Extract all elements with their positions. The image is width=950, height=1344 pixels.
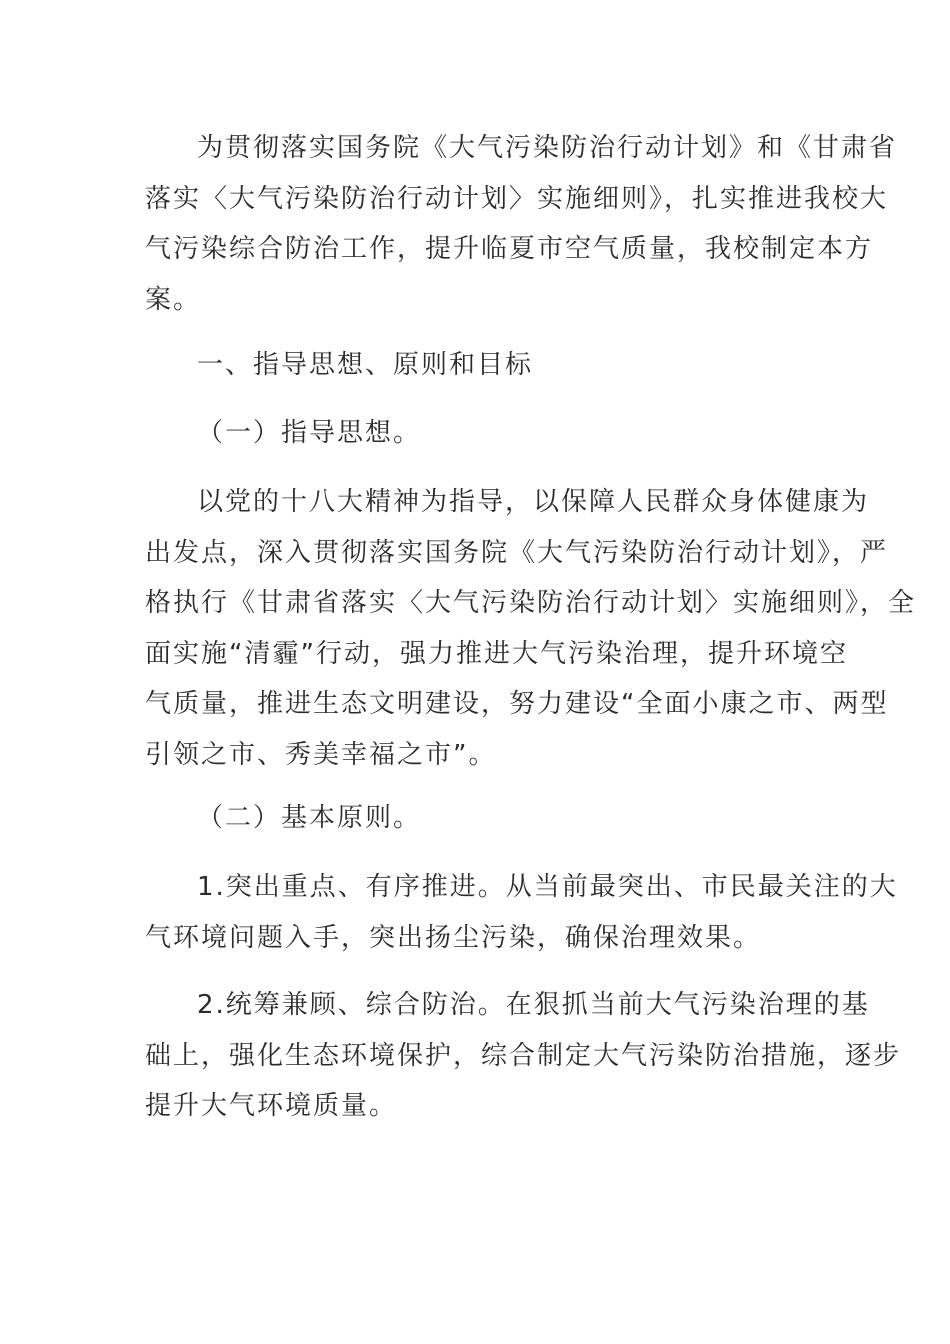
section-heading: 一、指导思想、原则和目标 xyxy=(197,350,534,380)
principle-item-1 xyxy=(145,862,898,963)
paragraph-line: 提升大气环境质量。 xyxy=(145,1091,398,1121)
paragraph-line: 出发点，深入贯彻落实国务院《大气污染防治行动计划》，严 xyxy=(145,537,889,568)
paragraph-line: 2.统筹兼顾、综合防治。在狠抓当前大气污染治理的基 xyxy=(197,990,870,1020)
paragraph-line: 以党的十八大精神为指导，以保障人民群众身体健康为 xyxy=(197,487,870,517)
paragraph-line: 气质量，推进生态文明建设，努力建设“全面小康之市、两型 xyxy=(145,689,889,719)
paragraph-line: 引领之市、秀美幸福之市”。 xyxy=(145,739,497,770)
paragraph-line: 气环境问题入手，突出扬尘污染，确保治理效果。 xyxy=(145,922,762,953)
paragraph-line: 面实施“清霾”行动，强力推进大气污染治理，提升环境空 xyxy=(145,638,848,669)
principle-item-2 xyxy=(145,980,902,1132)
paragraph-line: 为贯彻落实国务院《大气污染防治行动计划》和《甘肃省 xyxy=(197,133,898,163)
paragraph-line: 落实〈大气污染防治行动计划〉实施细则》，扎实推进我校大 xyxy=(145,183,889,214)
subsection-heading: （一）指导思想。 xyxy=(197,418,422,448)
intro-paragraph xyxy=(145,123,898,325)
paragraph-line: 础上，强化生态环境保护，综合制定大气污染防治措施，逐步 xyxy=(145,1040,902,1071)
paragraph-line: 1.突出重点、有序推进。从当前最突出、市民最关注的大 xyxy=(197,872,898,902)
guiding-thought-paragraph xyxy=(145,477,917,780)
subsection-heading: （二）基本原则。 xyxy=(197,803,422,833)
paragraph-line: 气污染综合防治工作，提升临夏市空气质量，我校制定本方 xyxy=(145,234,874,264)
paragraph-line: 格执行《甘肃省落实〈大气污染防治行动计划〉实施细则》，全 xyxy=(145,588,917,618)
paragraph-line: 案。 xyxy=(145,284,202,315)
